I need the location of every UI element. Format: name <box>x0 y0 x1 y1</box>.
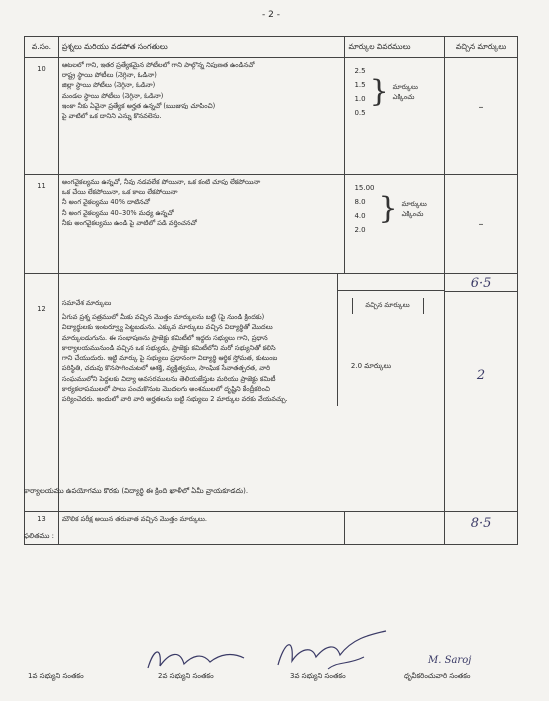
marks-value: 1.0 <box>354 95 366 103</box>
question-title: సమావేశ మార్కులు <box>61 299 112 307</box>
question-cell <box>58 175 345 274</box>
marks-detail-cell <box>345 512 445 545</box>
question-line: ఒక చేయి లేకపోయినా, ఒక కాలు లేకపోయినా <box>61 188 178 197</box>
verifier-signature: M. Saroj <box>428 655 472 666</box>
row-number: 11 <box>25 175 59 274</box>
question-line: నీ అంగ వైకల్యము 40% దాటినచో <box>61 198 151 207</box>
question-line: ఏగువ ప్రశ్న పత్రములో మీకు వచ్చిన మొత్తం మార్కులను బట్టి (పై నుండి క్రిందకు) <box>61 313 265 322</box>
total-value: 8·5 <box>470 516 492 531</box>
marks-value: 2.5 <box>354 67 366 75</box>
row-number: 13 <box>25 512 59 545</box>
member2-signature-label: 2వ సభ్యుని సంతకం <box>158 672 214 680</box>
question-line: కార్యాలయమునుండి వచ్చిన ఒక సభ్యుడు, ప్రాజెక్టు కమిటీలోని మరో సభ్యునితో కలిసి <box>61 343 276 352</box>
row-number: 12 <box>25 274 59 512</box>
table-header-row <box>25 37 518 58</box>
question-line: పై వాటిలో ఒక దానిని ఎన్ను కొనవలెను. <box>61 112 162 121</box>
question-line: మౌలిక పరీక్ష అయిన తరువాత వచ్చిన మొత్తం మార్కులు. <box>61 515 207 523</box>
subtotal-label-text: వచ్చిన మార్కులు <box>365 300 410 309</box>
table-row <box>25 175 518 274</box>
header-serial-no: వ.సం. <box>25 37 59 58</box>
awarded-cell <box>445 512 518 545</box>
question-line: మార్కులడుగును. ఈ సంభాషణను ప్రాజెక్టు కమిటీలో ఇద్దరు సభ్యులు గాని, ప్రధాన <box>61 333 268 342</box>
question-line: పర్యించెదరు. ఇందులో వారి వారి అర్హతలను బట్టి సభ్యులు 2 మార్కుల వరకు వేయవచ్చు. <box>61 394 288 403</box>
question-line: మండల స్థాయి పోటీలు (నెగ్గినా, ఓడినా) <box>61 91 164 100</box>
question-line: గాని చేయుదురు. ఇట్టి మార్కు పై సభ్యులు ప్రధానంగా విద్యార్థి ఆర్థిక స్తోమత, కుటుంబ <box>61 354 278 363</box>
question-line: విద్యార్థులకు ఇంటర్వ్యూ పెట్టబడును. ఎక్కువ మార్కులు వచ్చిన విద్యార్థితో మొదలు <box>61 323 273 332</box>
brace-icon: } <box>369 74 389 109</box>
marks-value: 15.00 <box>354 184 375 192</box>
header-awarded-marks: వచ్చిన మార్కులు <box>445 37 518 58</box>
marks-value: 1.5 <box>354 81 366 89</box>
header-marks-detail: మార్కుల వివరములు <box>345 37 445 58</box>
member3-signature <box>268 625 398 675</box>
member3-signature-label: 3వ సభ్యుని సంతకం <box>290 672 346 680</box>
page-number: - 2 - <box>262 10 280 20</box>
question-line: ఇంకా నీకు ఏవైనా ప్రత్యేక అర్హత ఉన్నచో (ఋజువు చూపించి) <box>61 101 216 110</box>
question-cell <box>58 512 345 545</box>
header-questions: ప్రశ్నలు మరియు వడపోత సంగతులు <box>58 37 345 58</box>
marks-table <box>24 36 518 545</box>
awarded-cell <box>445 274 518 512</box>
verifier-signature-label: ధృవీకరించువారి సంతకం <box>404 672 471 680</box>
marks-value: 4.0 <box>354 212 366 220</box>
table-row <box>25 274 518 512</box>
marks-detail-cell <box>345 175 445 274</box>
awarded-value: – <box>478 219 484 230</box>
awarded-value: 2 <box>476 368 486 383</box>
question-line: సంఘములోని పెద్దలకు విద్యా అవసరములను తెలియజేస్తుట మరియు ప్రాజెక్టు కమిటీ <box>61 374 276 383</box>
marks-label: ఎక్కించు <box>392 93 415 101</box>
subtotal-label <box>352 298 424 314</box>
marks-value: 0.5 <box>354 109 366 117</box>
question-line: నీ అంగ వైకల్యము 40–30% మధ్య ఉన్నచో <box>61 208 174 217</box>
marks-label: మార్కులు <box>401 200 427 208</box>
question-line: జిల్లా స్థాయి పోటీలు (నెగ్గినా, ఓడినా) <box>61 81 156 90</box>
marks-detail-cell <box>345 58 445 175</box>
question-line: పరిస్థితి, చదువు కొనసాగించుటలో ఆశక్తి, వ్యక్తిత్వము, సాంఘిక సేవాతత్పరత, వారి <box>61 364 271 373</box>
question-line: రాష్ట్ర స్థాయి పోటీలు (నెగ్గినా, ఓడినా) <box>61 71 157 80</box>
marks-value: 2.0 <box>354 226 366 234</box>
question-line: ఆటలలో గాని, ఇతర ప్రత్యేకమైన పోటీలలో గాని పాల్గొన్న నిపుణత ఉండినచో <box>61 61 255 69</box>
question-line: అంగవైకల్యము ఉన్నచో, నీవు నడవలేక పోయినా, ఒక కంటి చూపు లేకపోయినా <box>61 178 261 186</box>
question-cell <box>58 58 345 175</box>
table-row <box>25 58 518 175</box>
awarded-cell <box>445 175 518 274</box>
question-cell <box>58 274 444 512</box>
table-row <box>25 512 518 545</box>
member1-signature-label: 1వ సభ్యుని సంతకం <box>28 672 84 680</box>
subtotal-value: 6·5 <box>445 274 517 292</box>
marks-label: మార్కులు <box>392 83 418 91</box>
brace-icon: } <box>378 191 398 226</box>
question-line: నీకు అంగవైకల్యము ఉండి పై వాటిలో పడి వర్తించనచో <box>61 218 197 227</box>
marks-value: 8.0 <box>354 198 366 206</box>
marks-value: 2.0 మార్కులు <box>350 362 392 370</box>
awarded-value: – <box>478 102 484 113</box>
marks-label: ఎక్కించు <box>401 210 424 218</box>
office-use-note: కార్యాలయము ఉపయోగము కొరకు (విద్యార్థి ఈ క్రింది ఖాళీలో ఏమీ వ్రాయకూడదు). <box>24 487 249 495</box>
row-number: 10 <box>25 58 59 175</box>
question-line: కార్యకలాపములలో పాలు పంచుకొనుట మొదలగు అంశములలో దృష్టిని కేంద్రీకరించి <box>61 384 270 393</box>
awarded-cell <box>445 58 518 175</box>
result-label: ఫలితము : <box>24 532 54 540</box>
